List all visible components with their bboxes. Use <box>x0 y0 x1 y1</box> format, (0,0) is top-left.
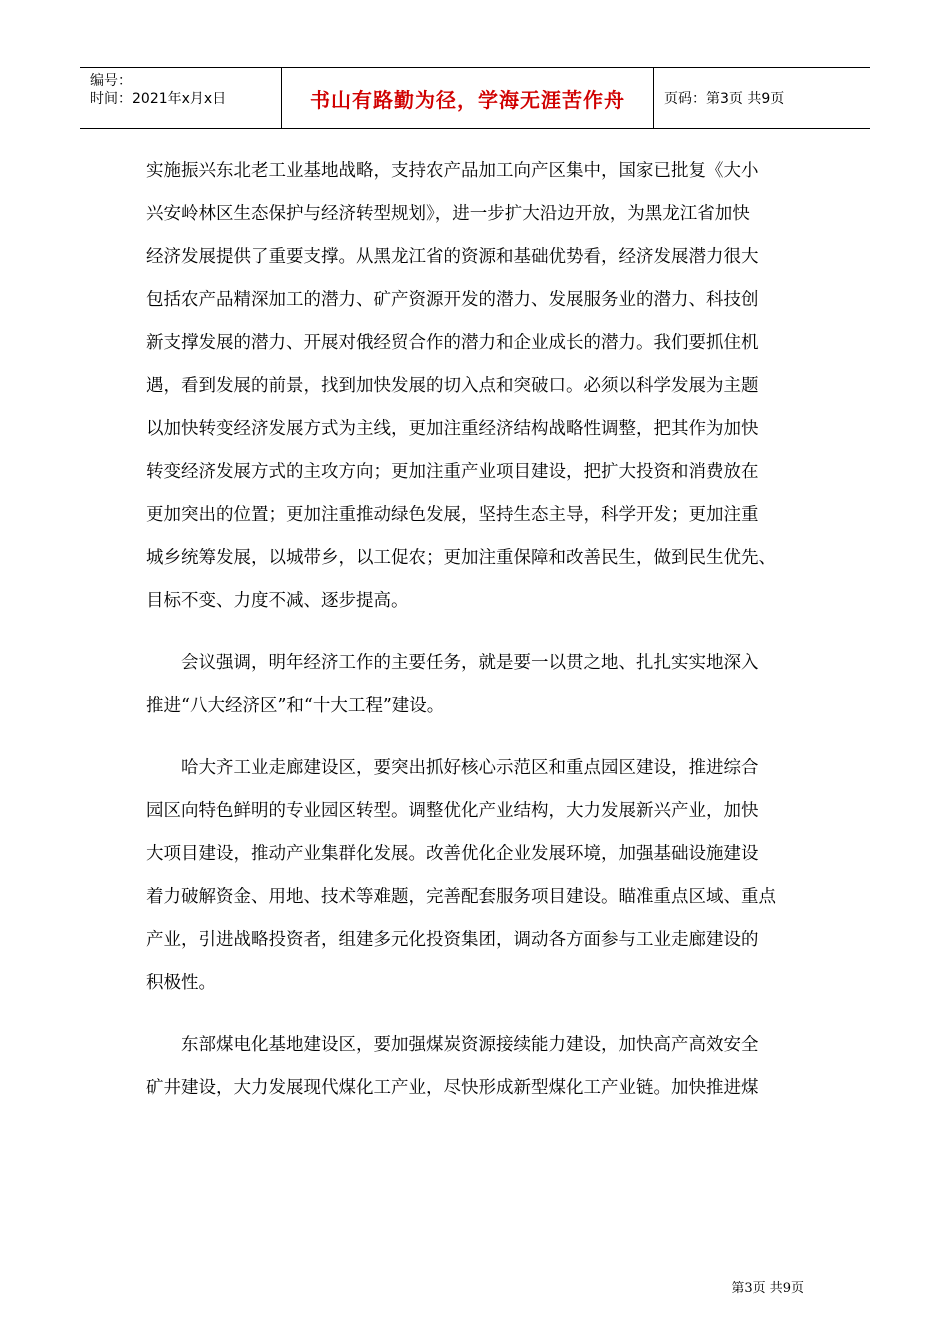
text-line: 矿井建设，大力发展现代煤化工产业，尽快形成新型煤化工产业链。加快推进煤 <box>146 1078 759 1098</box>
paragraph-4 <box>146 1024 802 1110</box>
text-line: 新支撑发展的潜力、开展对俄经贸合作的潜力和企业成长的潜力。我们要抓住机 <box>146 333 759 353</box>
text-line: 经济发展提供了重要支撑。从黑龙江省的资源和基础优势看，经济发展潜力很大 <box>146 247 759 267</box>
text-line: 会议强调，明年经济工作的主要任务，就是要一以贯之地、扎扎实实地深入 <box>181 653 759 673</box>
text-line: 城乡统筹发展，以城带乡，以工促农；更加注重保障和改善民生，做到民生优先、 <box>146 548 776 568</box>
text-line: 着力破解资金、用地、技术等难题，完善配套服务项目建设。瞄准重点区域、重点 <box>146 887 776 907</box>
text-line: 兴安岭林区生态保护与经济转型规划》，进一步扩大沿边开放，为黑龙江省加快 <box>146 204 750 224</box>
text-line: 遇，看到发展的前景，找到加快发展的切入点和突破口。必须以科学发展为主题 <box>146 376 759 396</box>
time-label: 时间：2021年x月x日 <box>90 91 227 107</box>
document-body <box>146 150 802 1110</box>
text-line: 哈大齐工业走廊建设区，要突出抓好核心示范区和重点园区建设，推进综合 <box>181 758 759 778</box>
text-line: 目标不变、力度不减、逐步提高。 <box>146 591 409 611</box>
text-line: 实施振兴东北老工业基地战略，支持农产品加工向产区集中，国家已批复《大小 <box>146 161 759 181</box>
header-page-code: 页码：第3页 共9页 <box>664 91 785 107</box>
text-line: 以加快转变经济发展方式为主线，更加注重经济结构战略性调整，把其作为加快 <box>146 419 759 439</box>
page-header <box>80 67 870 129</box>
paragraph-gap <box>146 1005 802 1024</box>
text-line: 转变经济发展方式的主攻方向；更加注重产业项目建设，把扩大投资和消费放在 <box>146 462 759 482</box>
text-line: 推进“八大经济区”和“十大工程”建设。 <box>146 696 445 716</box>
paragraph-1 <box>146 150 802 623</box>
number-label: 编号： <box>90 73 132 89</box>
paragraph-gap <box>146 623 802 642</box>
text-line: 产业，引进战略投资者，组建多元化投资集团，调动各方面参与工业走廊建设的 <box>146 930 759 950</box>
text-line: 包括农产品精深加工的潜力、矿产资源开发的潜力、发展服务业的潜力、科技创 <box>146 290 759 310</box>
paragraph-3 <box>146 747 802 1005</box>
text-line: 积极性。 <box>146 973 216 993</box>
text-line: 东部煤电化基地建设区，要加强煤炭资源接续能力建设，加快高产高效安全 <box>181 1035 759 1055</box>
paragraph-2 <box>146 642 802 728</box>
text-line: 园区向特色鲜明的专业园区转型。调整优化产业结构，大力发展新兴产业，加快 <box>146 801 759 821</box>
header-meta <box>80 68 282 128</box>
header-motto: 书山有路勤为径，学海无涯苦作舟 <box>282 68 654 128</box>
page-footer: 第3页 共9页 <box>731 1281 804 1296</box>
paragraph-gap <box>146 728 802 747</box>
text-line: 大项目建设，推动产业集群化发展。改善优化企业发展环境，加强基础设施建设 <box>146 844 759 864</box>
text-line: 更加突出的位置；更加注重推动绿色发展，坚持生态主导，科学开发；更加注重 <box>146 505 759 525</box>
